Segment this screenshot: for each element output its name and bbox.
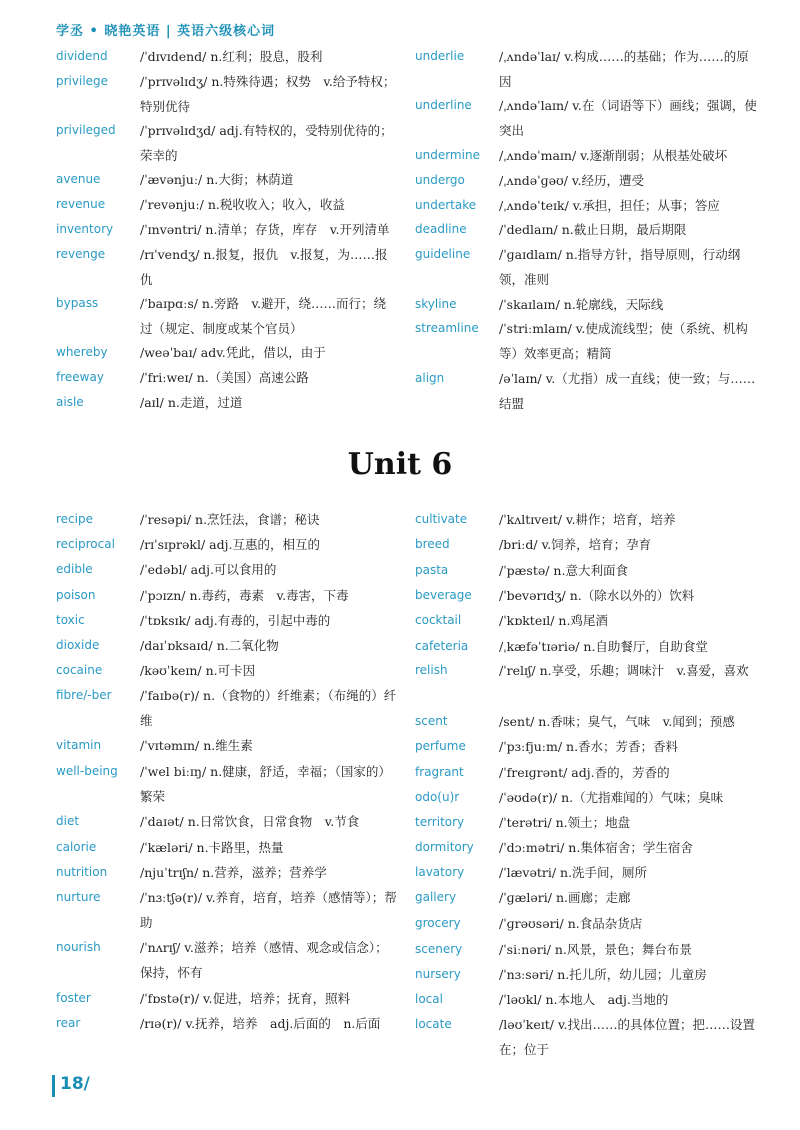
- vocab-entry: [415, 810, 757, 835]
- vocab-definition: /ˈnɜːtʃə(r)/ v.养育，培育，培养（感情等）；帮助: [140, 890, 397, 930]
- vocab-entry: [56, 835, 398, 860]
- vocab-word: whereby: [56, 345, 108, 359]
- unit-title: Unit 6: [347, 447, 453, 482]
- vocab-definition: /ˈpɔɪzn/ n.毒药，毒素 v.毒害，下毒: [140, 588, 349, 603]
- vocab-entry: [415, 168, 757, 193]
- vocab-entry: [415, 316, 757, 366]
- vocab-definition: /ˈrelɪʃ/ n.享受，乐趣；调味汁 v.喜爱，喜欢: [499, 663, 749, 678]
- vocab-word: lavatory: [415, 865, 465, 879]
- vocab-entry: [415, 760, 757, 785]
- vocab-entry: [415, 193, 757, 218]
- vocab-entry: [56, 658, 398, 683]
- vocab-entry: [415, 937, 757, 962]
- vocab-definition: /sent/ n.香味；臭气，气味 v.闻到；预感: [499, 714, 735, 729]
- vocab-definition: /ˈdɪvɪdend/ n.红利；股息，股利: [140, 49, 323, 64]
- vocab-definition: /ˈfriːweɪ/ n.（美国）高速公路: [140, 370, 309, 385]
- vocab-definition: /ˈrevənjuː/ n.税收收入；收入，收益: [140, 197, 345, 212]
- vocab-entry: [415, 860, 757, 885]
- vocab-definition: /ˈsiːnəri/ n.风景，景色；舞台布景: [499, 942, 692, 957]
- vocab-word: rear: [56, 1016, 81, 1030]
- vocab-entry: [56, 986, 398, 1011]
- vocab-word: fragrant: [415, 765, 464, 779]
- vocab-entry: [415, 785, 757, 810]
- vocab-entry: [415, 292, 757, 317]
- vocab-entry: [415, 44, 757, 94]
- vocab-entry: [415, 911, 757, 936]
- vocab-definition: /ˈprɪvəlɪdʒd/ adj.有特权的，受特别优待的；荣幸的: [140, 123, 393, 163]
- vocab-word: diet: [56, 814, 80, 828]
- vocab-entry: [56, 340, 398, 365]
- vocab-word: dormitory: [415, 840, 474, 854]
- vocab-entry: [415, 366, 757, 416]
- vocab-definition: /ˈresəpi/ n.烹饪法，食谱；秘诀: [140, 512, 320, 527]
- vocab-definition: /ˈedəbl/ adj.可以食用的: [140, 562, 277, 577]
- vocab-word: undergo: [415, 173, 465, 187]
- vocab-entry: [56, 532, 398, 557]
- vocab-entry: [415, 608, 757, 633]
- vocab-definition: /njuˈtrɪʃn/ n.营养，滋养；营养学: [140, 865, 327, 880]
- vocab-entry: [56, 1011, 398, 1036]
- vocab-definition: /ˈdɔːmətri/ n.集体宿舍；学生宿舍: [499, 840, 693, 855]
- vocab-entry: [415, 709, 757, 734]
- vocab-word: foster: [56, 991, 91, 1005]
- page-number-bar: [52, 1075, 55, 1097]
- vocab-entry: [415, 634, 757, 659]
- vocab-word: bypass: [56, 296, 99, 310]
- vocab-entry: [415, 885, 757, 910]
- vocab-word: territory: [415, 815, 465, 829]
- vocab-entry: [56, 885, 398, 935]
- vocab-entry: [415, 1012, 757, 1062]
- vocab-definition: /daɪˈɒksaɪd/ n.二氧化物: [140, 638, 279, 653]
- vocab-definition: /ˈɡaɪdlaɪn/ n.指导方针，指导原则，行动纲领，准则: [499, 247, 741, 287]
- vocab-definition: /ˈɡæləri/ n.画廊；走廊: [499, 890, 631, 905]
- page-number: 18/: [60, 1074, 90, 1094]
- vocab-entry: [415, 242, 757, 292]
- vocab-definition: /ˈskaɪlaɪn/ n.轮廓线，天际线: [499, 297, 664, 312]
- vocab-definition: /ˌʌndəˈɡəʊ/ v.经历，遭受: [499, 173, 644, 188]
- vocab-definition: /ˌʌndəˈteɪk/ v.承担，担任；从事；答应: [499, 198, 720, 213]
- vocab-entry: [56, 733, 398, 758]
- vocab-word: nutrition: [56, 865, 108, 879]
- vocab-entry: [415, 93, 757, 143]
- vocab-word: undermine: [415, 148, 480, 162]
- vocab-entry: [415, 583, 757, 608]
- vocab-word: revenue: [56, 197, 106, 211]
- vocab-definition: /ˈkæləri/ n.卡路里，热量: [140, 840, 284, 855]
- vocab-entry: [56, 583, 398, 608]
- vocab-word: recipe: [56, 512, 93, 526]
- vocab-word: cafeteria: [415, 639, 469, 653]
- vocab-entry: [56, 557, 398, 582]
- vocab-definition: /rɪˈvendʒ/ n.报复，报仇 v.报复，为……报仇: [140, 247, 388, 287]
- vocab-definition: /ˈævənjuː/ n.大街；林荫道: [140, 172, 294, 187]
- vocab-word: privilege: [56, 74, 109, 88]
- vocab-word: streamline: [415, 321, 479, 335]
- vocab-word: calorie: [56, 840, 97, 854]
- vocab-word: inventory: [56, 222, 114, 236]
- vocab-entry: [56, 683, 398, 733]
- vocab-definition: /kəʊˈkeɪn/ n.可卡因: [140, 663, 256, 678]
- vocab-word: undertake: [415, 198, 477, 212]
- vocab-entry: [56, 390, 398, 415]
- vocab-word: cultivate: [415, 512, 468, 526]
- vocab-word: aisle: [56, 395, 84, 409]
- vocab-entry: [56, 242, 398, 292]
- vocab-definition: /ˈkʌltɪveɪt/ v.耕作；培育，培养: [499, 512, 676, 527]
- vocab-definition: /ˈtɒksɪk/ adj.有毒的，引起中毒的: [140, 613, 331, 628]
- vocab-definition: /aɪl/ n.走道，过道: [140, 395, 243, 410]
- vocab-definition: /ˌʌndəˈlaɪn/ v.在（词语等下）画线；强调，使突出: [499, 98, 757, 138]
- vocab-entry: [56, 44, 398, 69]
- vocab-word: nursery: [415, 967, 461, 981]
- vocab-word: local: [415, 992, 443, 1006]
- vocab-entry: [415, 734, 757, 759]
- vocab-word: locate: [415, 1017, 452, 1031]
- vocab-word: dioxide: [56, 638, 100, 652]
- vocab-word: fibre/-ber: [56, 688, 112, 702]
- vocab-word: nurture: [56, 890, 101, 904]
- vocab-definition: /ˈdaɪət/ n.日常饮食，日常食物 v.节食: [140, 814, 360, 829]
- vocab-definition: /ˈfaɪbə(r)/ n.（食物的）纤维素；（布绳的）纤维: [140, 688, 397, 728]
- vocab-entry: [415, 987, 757, 1012]
- vocab-word: freeway: [56, 370, 104, 384]
- vocab-word: pasta: [415, 563, 449, 577]
- vocab-entry: [415, 532, 757, 557]
- vocab-word: gallery: [415, 890, 457, 904]
- vocab-definition: /ˈterətri/ n.领土；地盘: [499, 815, 631, 830]
- vocab-definition: /ˈləʊkl/ n.本地人 adj.当地的: [499, 992, 669, 1007]
- vocab-word: deadline: [415, 222, 467, 236]
- vocab-word: beverage: [415, 588, 472, 602]
- vocab-definition: /briːd/ v.饲养，培育；孕育: [499, 537, 652, 552]
- vocab-word: guideline: [415, 247, 471, 261]
- vocab-definition: /ləʊˈkeɪt/ v.找出……的具体位置；把……设置在；位于: [499, 1017, 756, 1057]
- vocab-word: well-being: [56, 764, 118, 778]
- vocab-definition: /ˈdedlaɪn/ n.截止日期，最后期限: [499, 222, 687, 237]
- vocab-definition: /əˈlaɪn/ v.（尤指）成一直线；使一致；与……结盟: [499, 371, 756, 411]
- vocab-entry: [415, 143, 757, 168]
- vocab-definition: /ˌʌndəˈlaɪ/ v.构成……的基础；作为……的原因: [499, 49, 749, 89]
- vocab-word: cocktail: [415, 613, 462, 627]
- vocab-entry: [56, 69, 398, 119]
- vocab-word: scent: [415, 714, 448, 728]
- vocab-entry: [56, 217, 398, 242]
- vocab-definition: /ˈfreɪɡrənt/ adj.香的，芳香的: [499, 765, 670, 780]
- vocab-entry: [56, 192, 398, 217]
- vocab-definition: /weəˈbaɪ/ adv.凭此，借以，由于: [140, 345, 326, 360]
- vocab-word: edible: [56, 562, 93, 576]
- vocab-entry: [56, 633, 398, 658]
- vocab-definition: /ˈpæstə/ n.意大利面食: [499, 563, 628, 578]
- vocab-definition: /ˈnɜːsəri/ n.托儿所，幼儿园；儿童房: [499, 967, 707, 982]
- vocab-word: revenge: [56, 247, 106, 261]
- vocab-word: avenue: [56, 172, 101, 186]
- vocab-entry: [56, 291, 398, 341]
- vocab-word: align: [415, 371, 445, 385]
- vocab-entry: [56, 507, 398, 532]
- vocab-definition: /ˈstriːmlaɪn/ v.使成流线型；使（系统、机构等）效率更高；精简: [499, 321, 748, 361]
- vocab-word: perfume: [415, 739, 466, 753]
- vocab-word: scenery: [415, 942, 463, 956]
- vocab-entry: [415, 507, 757, 532]
- vocab-word: underline: [415, 98, 472, 112]
- vocab-entry: [56, 608, 398, 633]
- vocab-definition: /ˈəʊdə(r)/ n.（尤指难闻的）气味；臭味: [499, 790, 724, 805]
- vocab-definition: /ˈwel biːɪŋ/ n.健康，舒适，幸福；（国家的）繁荣: [140, 764, 391, 804]
- running-header: 学丞 • 晓艳英语 | 英语六级核心词: [56, 24, 276, 39]
- vocab-word: skyline: [415, 297, 457, 311]
- vocab-entry: [415, 217, 757, 242]
- vocab-definition: /ˈnʌrɪʃ/ v.滋养；培养（感情、观念或信念）；保持，怀有: [140, 940, 388, 980]
- vocab-entry: [56, 365, 398, 390]
- vocab-word: vitamin: [56, 738, 102, 752]
- vocab-entry: [56, 759, 398, 809]
- vocab-definition: /ˈfɒstə(r)/ v.促进，培养；抚育，照料: [140, 991, 351, 1006]
- vocab-definition: /ˈlævətri/ n.洗手间，厕所: [499, 865, 648, 880]
- vocab-definition: /ˈɪnvəntri/ n.清单；存货，库存 v.开列清单: [140, 222, 390, 237]
- vocab-word: dividend: [56, 49, 108, 63]
- vocab-word: poison: [56, 588, 96, 602]
- vocab-word: toxic: [56, 613, 85, 627]
- vocab-definition: /ˈbevərɪdʒ/ n.（除水以外的）饮料: [499, 588, 695, 603]
- vocab-entry: [56, 935, 398, 985]
- vocab-definition: /ˈkɒkteɪl/ n.鸡尾酒: [499, 613, 608, 628]
- vocab-definition: /rɪə(r)/ v.抚养，培养 adj.后面的 n.后面: [140, 1016, 381, 1031]
- vocab-entry: [56, 167, 398, 192]
- vocab-definition: /ˈprɪvəlɪdʒ/ n.特殊待遇；权势 v.给予特权；特别优待: [140, 74, 396, 114]
- vocab-entry: [415, 835, 757, 860]
- vocab-word: grocery: [415, 916, 461, 930]
- vocab-word: nourish: [56, 940, 101, 954]
- vocab-word: privileged: [56, 123, 116, 137]
- vocab-definition: /rɪˈsɪprəkl/ adj.互惠的，相互的: [140, 537, 320, 552]
- vocab-definition: /ˈvɪtəmɪn/ n.维生素: [140, 738, 253, 753]
- vocab-entry: [56, 118, 398, 168]
- vocab-entry: [415, 558, 757, 583]
- vocab-entry: [56, 860, 398, 885]
- vocab-definition: /ˈɡrəʊsəri/ n.食品杂货店: [499, 916, 643, 931]
- vocab-definition: /ˌkæfəˈtɪəriə/ n.自助餐厅，自助食堂: [499, 639, 708, 654]
- vocab-entry: [56, 809, 398, 834]
- vocab-entry: [415, 658, 757, 683]
- vocab-word: cocaine: [56, 663, 103, 677]
- vocab-word: underlie: [415, 49, 465, 63]
- vocab-definition: /ˌʌndəˈmaɪn/ v.逐渐削弱；从根基处破坏: [499, 148, 728, 163]
- vocab-word: reciprocal: [56, 537, 115, 551]
- vocab-definition: /ˈpɜːfjuːm/ n.香水；芳香；香料: [499, 739, 679, 754]
- vocab-entry: [415, 962, 757, 987]
- vocab-definition: /ˈbaɪpɑːs/ n.旁路 v.避开，绕……而行；绕过（规定、制度或某个官员）: [140, 296, 386, 336]
- vocab-word: relish: [415, 663, 448, 677]
- vocab-word: breed: [415, 537, 450, 551]
- vocab-word: odo(u)r: [415, 790, 460, 804]
